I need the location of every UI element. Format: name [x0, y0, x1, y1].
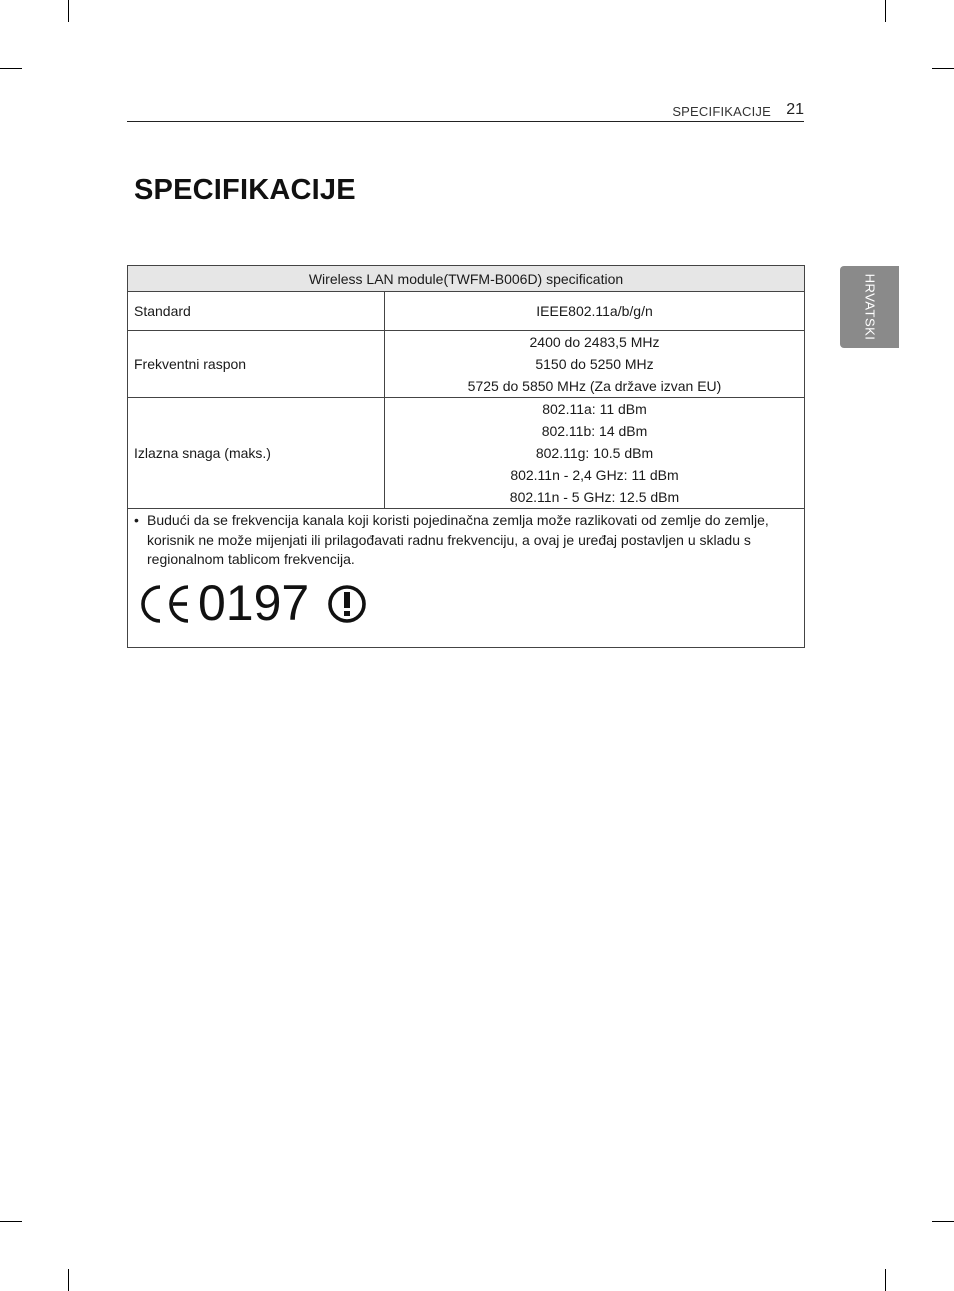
value-line: 802.11b: 14 dBm [541, 423, 648, 439]
crop-mark [0, 68, 22, 69]
table-row [128, 509, 805, 648]
spec-table-caption: Wireless LAN module(TWFM-B006D) specification [128, 266, 805, 292]
ce-mark-icon [136, 579, 194, 629]
notified-body-number: 0197 [198, 574, 310, 631]
page-title: SPECIFIKACIJE [134, 174, 356, 206]
language-tab-label: HRVATSKI [862, 273, 877, 341]
running-header-section: SPECIFIKACIJE [672, 104, 771, 119]
row-value [385, 292, 805, 331]
table-row [128, 292, 805, 331]
spec-table [127, 265, 805, 648]
value-line: 802.11n - 5 GHz: 12.5 dBm [509, 489, 680, 505]
crop-mark [932, 68, 954, 69]
running-header [127, 101, 804, 122]
note-text [134, 511, 788, 570]
table-row [128, 331, 805, 398]
crop-mark [932, 1221, 954, 1222]
value-line: 802.11n - 2,4 GHz: 11 dBm [510, 467, 679, 483]
crop-mark [68, 1269, 69, 1291]
value-line: 5150 do 5250 MHz [535, 356, 654, 372]
table-row [128, 398, 805, 509]
row-value [385, 331, 805, 398]
crop-mark [68, 0, 69, 22]
row-label: Frekventni raspon [128, 331, 385, 398]
compliance-marks [136, 574, 804, 639]
crop-mark [0, 1221, 22, 1222]
bullet: • [134, 512, 139, 528]
value-line: 802.11g: 10.5 dBm [535, 445, 654, 461]
value-line: IEEE802.11a/b/g/n [536, 303, 653, 319]
row-label: Izlazna snaga (maks.) [128, 398, 385, 509]
page-number: 21 [786, 101, 804, 118]
note-cell [128, 509, 805, 648]
value-line: 802.11a: 11 dBm [542, 401, 647, 417]
note-body: Budući da se frekvencija kanala koji koristi pojedinačna zemlja može razlikovati od zemlje do zemlje, korisnik ne može mijenjati ili prilagođavati radnu frekvenciju, a ovaj je uređaj postavljen u skladu s regionalnom tablicom frekvencija. [147, 512, 769, 567]
value-line: 2400 do 2483,5 MHz [529, 334, 660, 350]
alert-circle-icon [326, 583, 368, 625]
row-value [385, 398, 805, 509]
value-line: 5725 do 5850 MHz (Za države izvan EU) [467, 378, 722, 394]
crop-mark [885, 1269, 886, 1291]
row-label: Standard [128, 292, 385, 331]
language-tab [840, 266, 899, 348]
crop-mark [885, 0, 886, 22]
